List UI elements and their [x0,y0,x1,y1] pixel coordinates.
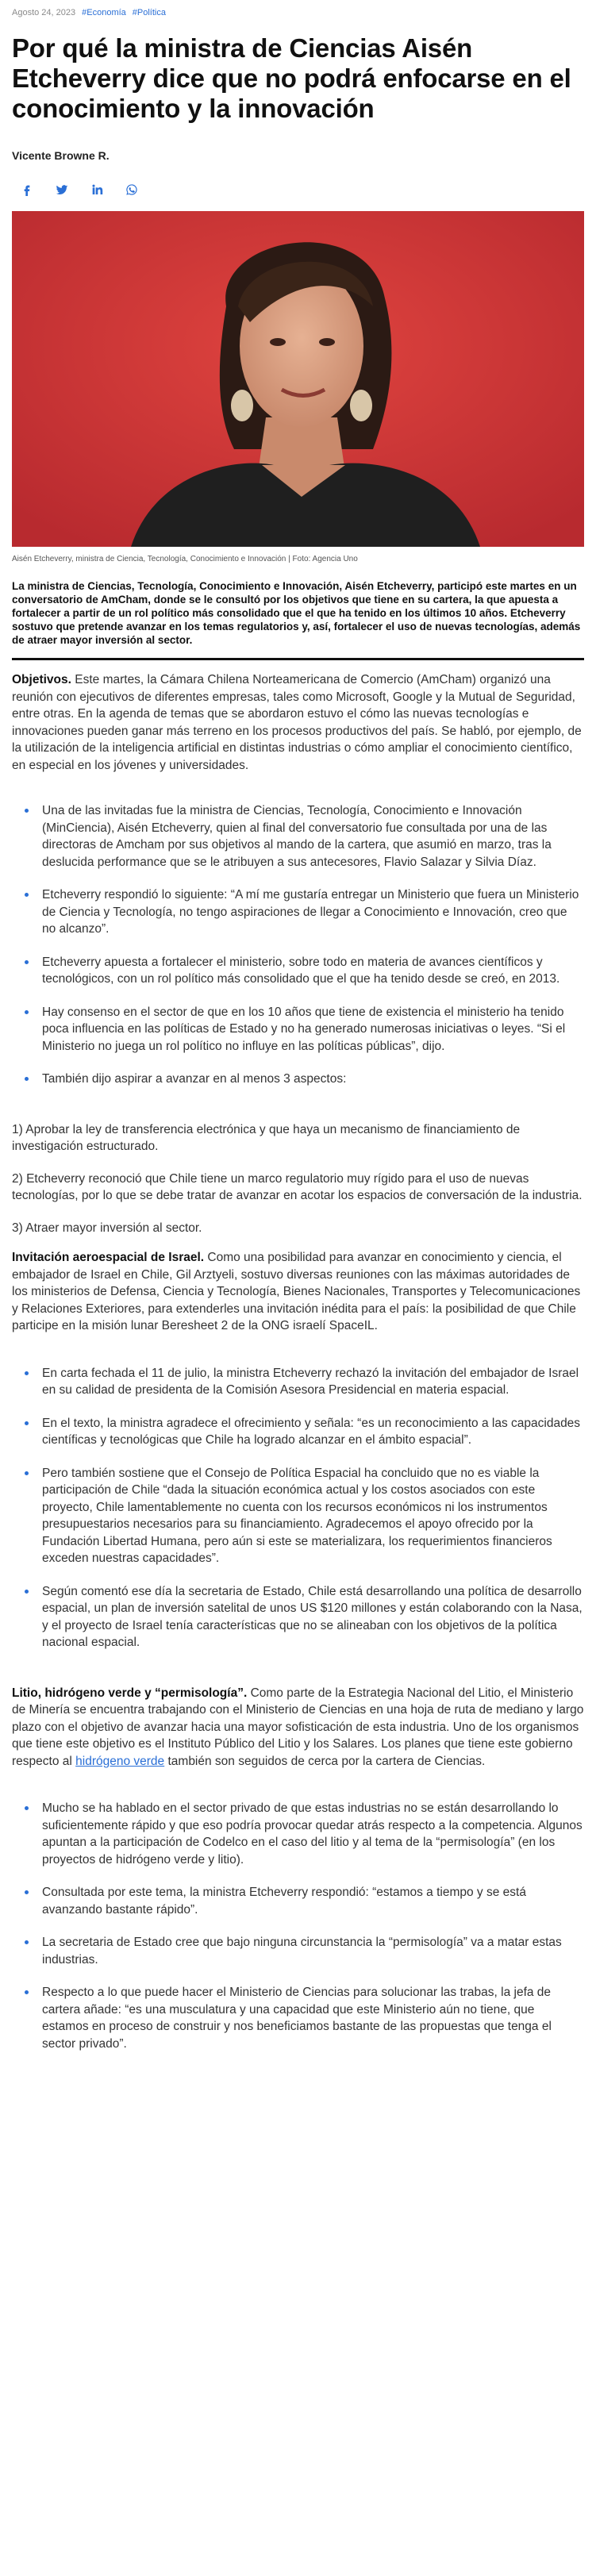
section-israel [12,1249,584,1335]
list-item: Hay consenso en el sector de que en los 10 años que tiene de existencia el ministerio ha tenido poca influencia en las políticas de Estado y no ha generado numerosas iniciativas o leyes. “Si el Ministerio no juega un rol político no influye en las políticas públicas”, dijo. [12,1004,584,1055]
israel-bullet-list [12,1365,584,1651]
list-item: Respecto a lo que puede hacer el Ministerio de Ciencias para solucionar las trabas, la jefa de cartera añade: “es una musculatura y una capacidad que este Ministerio aún no tiene, que estamos en proceso de construir y nos beneficiamos bastante de las propuestas que tenga el sector privado”. [12,1984,584,2052]
list-item: Mucho se ha hablado en el sector privado de que estas industrias no se están desarrollando lo suficientemente rápido y que eso podría provocar quedar atrás respecto a la competencia. Algunos apuntan a la participación de Codelco en el caso del litio y al tema de la “permisología” (en los proyectos de hidrógeno verde y litio). [12,1800,584,1868]
author-name[interactable]: Vicente Browne R. [12,149,110,162]
list-item: En el texto, la ministra agradece el ofrecimiento y señala: “es un reconocimiento a las capacidades científicas y tecnológicas que Chile ha logrado alcanzar en el ámbito espacial”. [12,1415,584,1449]
share-bar [12,183,584,197]
article-photo [12,211,584,547]
section-text: Este martes, la Cámara Chilena Norteamericana de Comercio (AmCham) organizó una reunión con ejecutivos de diferentes empresas, tales como Microsoft, Google y la Mutual de Seguridad, entre otras. En la agenda de temas que se abordaron estuvo el cómo las nuevas tecnologías e innovaciones pueden ganar más terreno en los procesos productivos del país. Se habló, por ejemplo, de la utilización de la inteligencia artificial en distintas industrias o cómo ampliar el conocimiento científico, en especial en los jóvenes y universidades. [12,673,582,772]
section-text: Como parte de la Estrategia Nacional del Litio, el Ministerio de Minería se encuentra trabajando con el Ministerio de Ciencias en una hoja de ruta de mediano y largo plazo con el objetivo de avanzar hacia una mayor sofisticación de esta industria. Uno de los organismos que tiene este objetivo es el Instituto Público del Litio y los Salares. Los planes que tiene este gobierno respecto al [12,1686,584,1768]
twitter-icon[interactable] [55,183,69,197]
article-meta [12,0,584,17]
list-item: Etcheverry apuesta a fortalecer el ministerio, sobre todo en materia de avances científicos y tecnológicos, con un rol político más consolidado que el que ha tenido desde se creó, en 2013. [12,954,584,988]
section-heading: Litio, hidrógeno verde y “permisología”. [12,1686,248,1700]
section-text: también son seguidos de cerca por la cartera de Ciencias. [164,1754,486,1768]
whatsapp-icon[interactable] [125,183,139,197]
section-litio [12,1685,584,1771]
article-lead: La ministra de Ciencias, Tecnología, Conocimiento e Innovación, Aisén Etcheverry, participó este martes en un conversatorio de AmCham, donde se le consultó por los objetivos que tiene en su cartera, la que apuesta a fortalecer a partir de un rol político más consolidado que el que ha tenido en los últimos 10 años. Etcheverry sostuvo que pretende avanzar en los temas regulatorios y, así, fortalecer el uso de nuevas tecnologías, además de atraer mayor inversión al sector. [12,579,584,660]
hidrogeno-verde-link[interactable]: hidrógeno verde [75,1754,165,1768]
list-item: Pero también sostiene que el Consejo de Política Espacial ha concluido que no es viable la participación de Chile “dada la situación económica actual y los costos asociados con este proyecto, Chile lamentablemente no cuenta con los recursos económicos ni los instrumentos presupuestarios necesarios para su financiamiento. Agradecemos el apoyo ofrecido por la Fundación Libertad Humana, pero aún si este se materializara, los requerimientos financieros exceden nuestras capacidades”. [12,1465,584,1567]
aspect-item: 1) Aprobar la ley de transferencia electrónica y que haya un mecanismo de financiamiento de investigación estructurado. [12,1122,521,1153]
list-item: La secretaria de Estado cree que bajo ninguna circunstancia la “permisología” va a matar estas industrias. [12,1934,584,1968]
section-objetivos [12,671,584,774]
list-item: Según comentó ese día la secretaria de Estado, Chile está desarrollando una política de desarrollo espacial, un plan de inversión satelital de unos US $120 millones y están colaborando con la Nasa, y el proyecto de Israel tenía características que no se alineaban con los objetivos de la política nacional espacial. [12,1583,584,1651]
tag-politica[interactable]: #Política [132,8,166,17]
photo-caption: Aisén Etcheverry, ministra de Ciencia, Tecnología, Conocimiento e Innovación | Foto: Agencia Uno [12,555,358,563]
article-title: Por qué la ministra de Ciencias Aisén Etcheverry dice que no podrá enfocarse en el conocimiento y la innovación [12,33,571,123]
linkedin-icon[interactable] [90,183,104,197]
litio-bullet-list [12,1800,584,2052]
list-item: Una de las invitadas fue la ministra de Ciencias, Tecnología, Conocimiento e Innovación (MinCiencia), Aisén Etcheverry, quien al final del conversatorio fue consultada por una de las directoras de Amcham por sus objetivos al mando de la cartera, que asumió en marzo, tras la deslucida performance que se le atribuyen a sus antecesores, Flavio Salazar y Silvia Díaz. [12,802,584,871]
facebook-icon[interactable] [20,183,34,197]
tag-economia[interactable]: #Economía [82,8,126,17]
aspect-item: 3) Atraer mayor inversión al sector. [12,1221,202,1235]
publish-date: Agosto 24, 2023 [12,8,76,17]
list-item: Etcheverry respondió lo siguiente: “A mí me gustaría entregar un Ministerio que fuera un Ministerio de Ciencia y Tecnología, no tengo aspiraciones de llegar a Conocimiento e Innovación, creo que no alcanzo”. [12,886,584,938]
section-text: Como una posibilidad para avanzar en conocimiento y ciencia, el embajador de Israel en Chile, Gil Arztyeli, sostuvo diversas reuniones con las máximas autoridades de los ministerios de Defensa, Ciencia y Tecnología, Bienes Nacionales, Transportes y Telecomunicaciones y Relaciones Exteriores, para extenderles una invitación inédita para el país: la posibilidad de que Chile participe en la misión lunar Beresheet 2 de la ONG israelí SpaceIL. [12,1251,581,1332]
section-heading: Invitación aeroespacial de Israel. [12,1251,205,1264]
aspect-item: 2) Etcheverry reconoció que Chile tiene un marco regulatorio muy rígido para el uso de nuevas tecnologías, por lo que se debe tratar de avanzar en acotar los espacios de conversación de la industria. [12,1171,583,1202]
list-item: Consultada por este tema, la ministra Etcheverry respondió: “estamos a tiempo y se está avanzando bastante rápido”. [12,1884,584,1918]
list-item: También dijo aspirar a avanzar en al menos 3 aspectos: [12,1071,584,1088]
section-heading: Objetivos. [12,673,71,686]
list-item: En carta fechada el 11 de julio, la ministra Etcheverry rechazó la invitación del embajador de Israel en su calidad de presidenta de la Comisión Asesora Presidencial en materia espacial. [12,1365,584,1399]
objetivos-bullet-list [12,802,584,1088]
